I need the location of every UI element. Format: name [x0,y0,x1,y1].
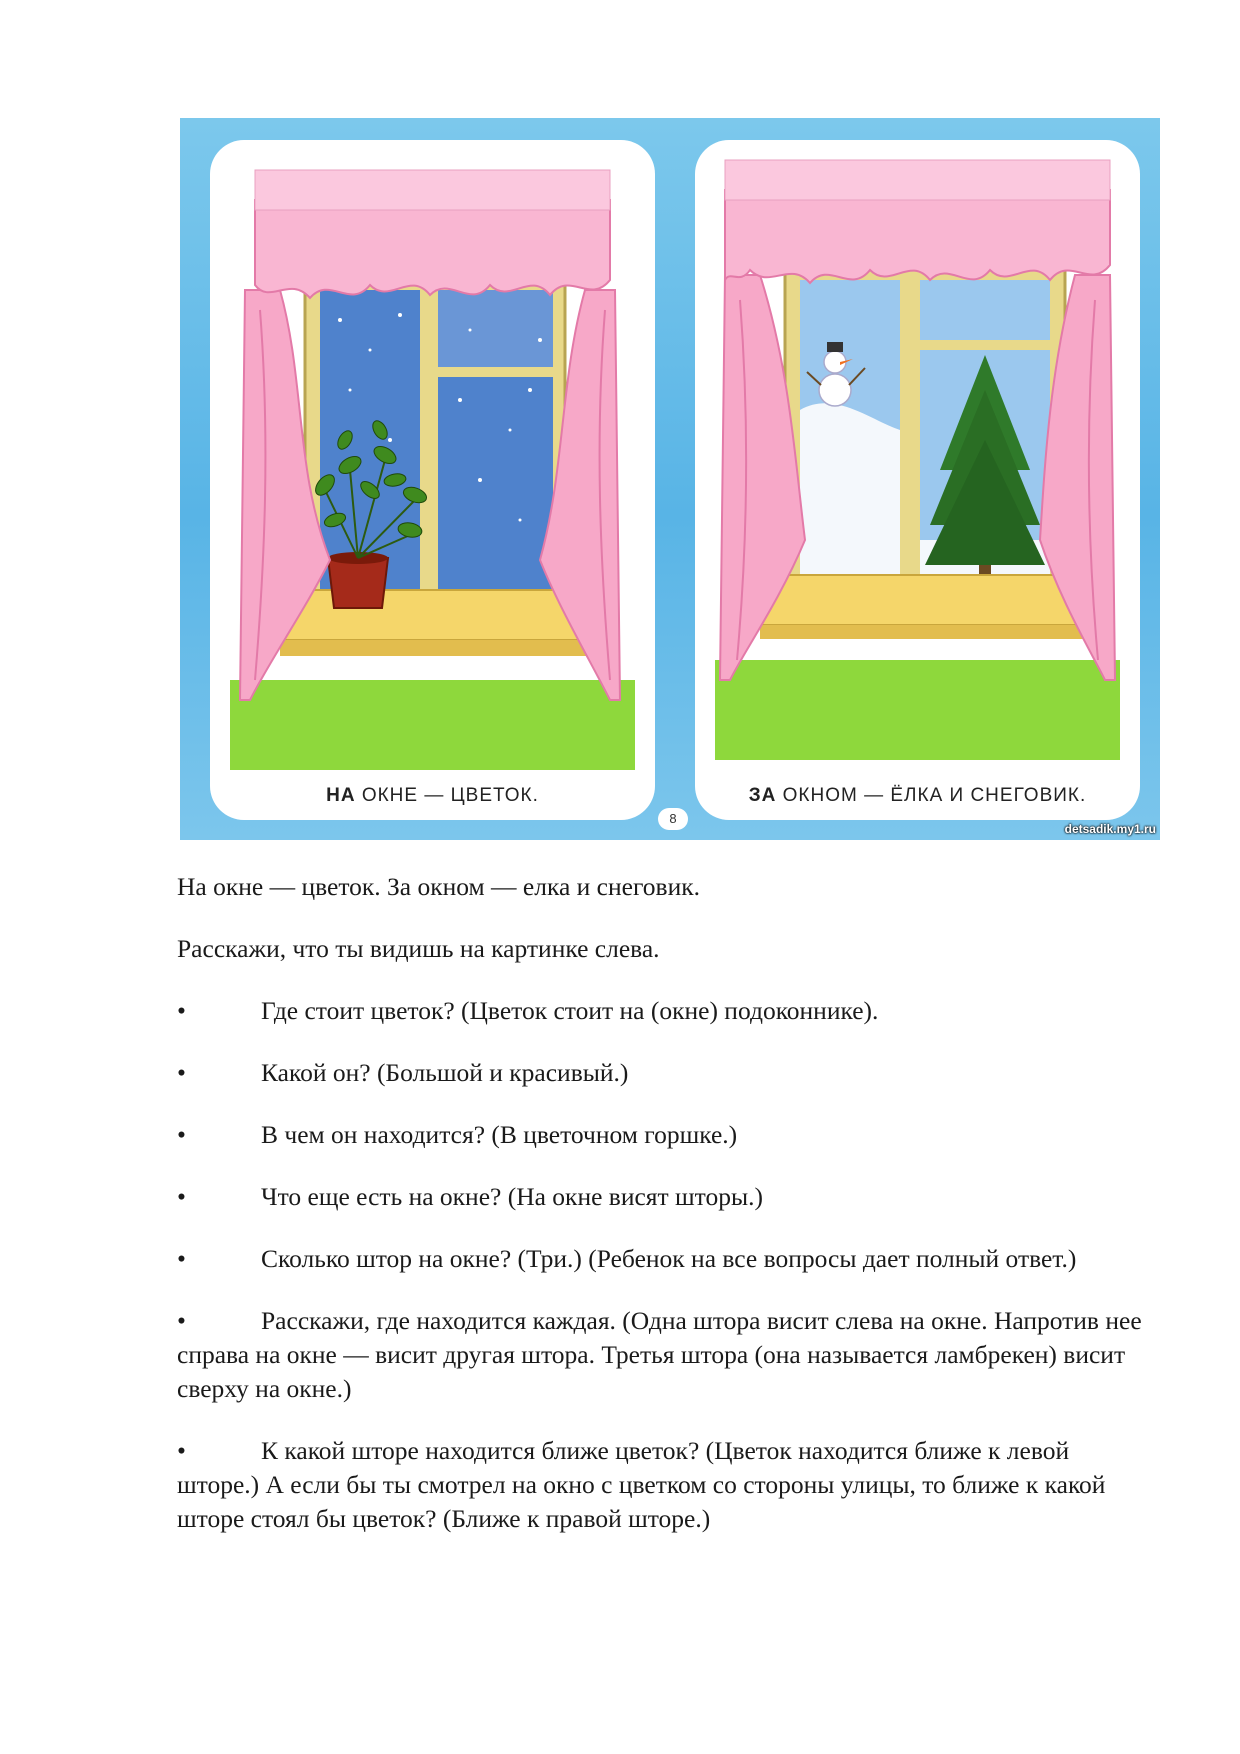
bullet-icon: • [177,1120,186,1149]
intro-sentence: На окне — цветок. За окном — елка и снеговик. [177,872,700,901]
site-watermark: detsadik.my1.ru [1064,822,1156,836]
left-card-caption [210,785,655,807]
question-text: В чем он находится? (В цветочном горшке.) [261,1120,738,1149]
bullet-icon: • [177,1182,186,1211]
question-item [177,1118,1152,1152]
question-item [177,1304,1152,1406]
question-item [177,1180,1152,1214]
right-card-caption [695,785,1140,807]
tree-snowman-window-picture [695,140,1140,820]
lesson-text [177,870,1152,1564]
card-flower-on-window [210,140,655,820]
question-text: К какой шторе находится ближе цветок? (Цветок находится ближе к левой шторе.) А если бы ты смотрел на окно с цветком со стороны улицы, то ближе к какой шторе стоял бы цветок? (Ближе к правой шторе.) [177,1436,1106,1533]
question-item [177,994,1152,1028]
book-page-number: 8 [658,808,688,830]
caption-rest: ОКНОМ — ЁЛКА И СНЕГОВИК. [782,785,1087,806]
question-text: Сколько штор на окне? (Три.) (Ребенок на все вопросы дает полный ответ.) [261,1244,1077,1273]
bullet-icon: • [177,1306,186,1335]
caption-rest: ОКНЕ — ЦВЕТОК. [361,785,539,806]
question-text: Где стоит цветок? (Цветок стоит на (окне) подоконнике). [261,996,879,1025]
bullet-icon: • [177,1058,186,1087]
card-tree-and-snowman [695,140,1140,820]
caption-bold-word: ЗА [748,785,777,806]
task-sentence: Расскажи, что ты видишь на картинке слева. [177,934,660,963]
question-text: Что еще есть на окне? (На окне висят шторы.) [261,1182,763,1211]
bullet-icon: • [177,996,186,1025]
window-illustration [180,118,1160,840]
question-text: Какой он? (Большой и красивый.) [261,1058,629,1087]
caption-bold-word: НА [326,785,356,806]
question-item [177,1056,1152,1090]
question-text: Расскажи, где находится каждая. (Одна штора висит слева на окне. Напротив нее справа на окне — висит другая штора. Третья штора (она называется ламбрекен) висит сверху на окне.) [177,1306,1142,1403]
bullet-icon: • [177,1244,186,1273]
flower-window-picture [210,140,655,820]
bullet-icon: • [177,1436,186,1465]
question-item [177,1242,1152,1276]
question-item [177,1434,1152,1536]
